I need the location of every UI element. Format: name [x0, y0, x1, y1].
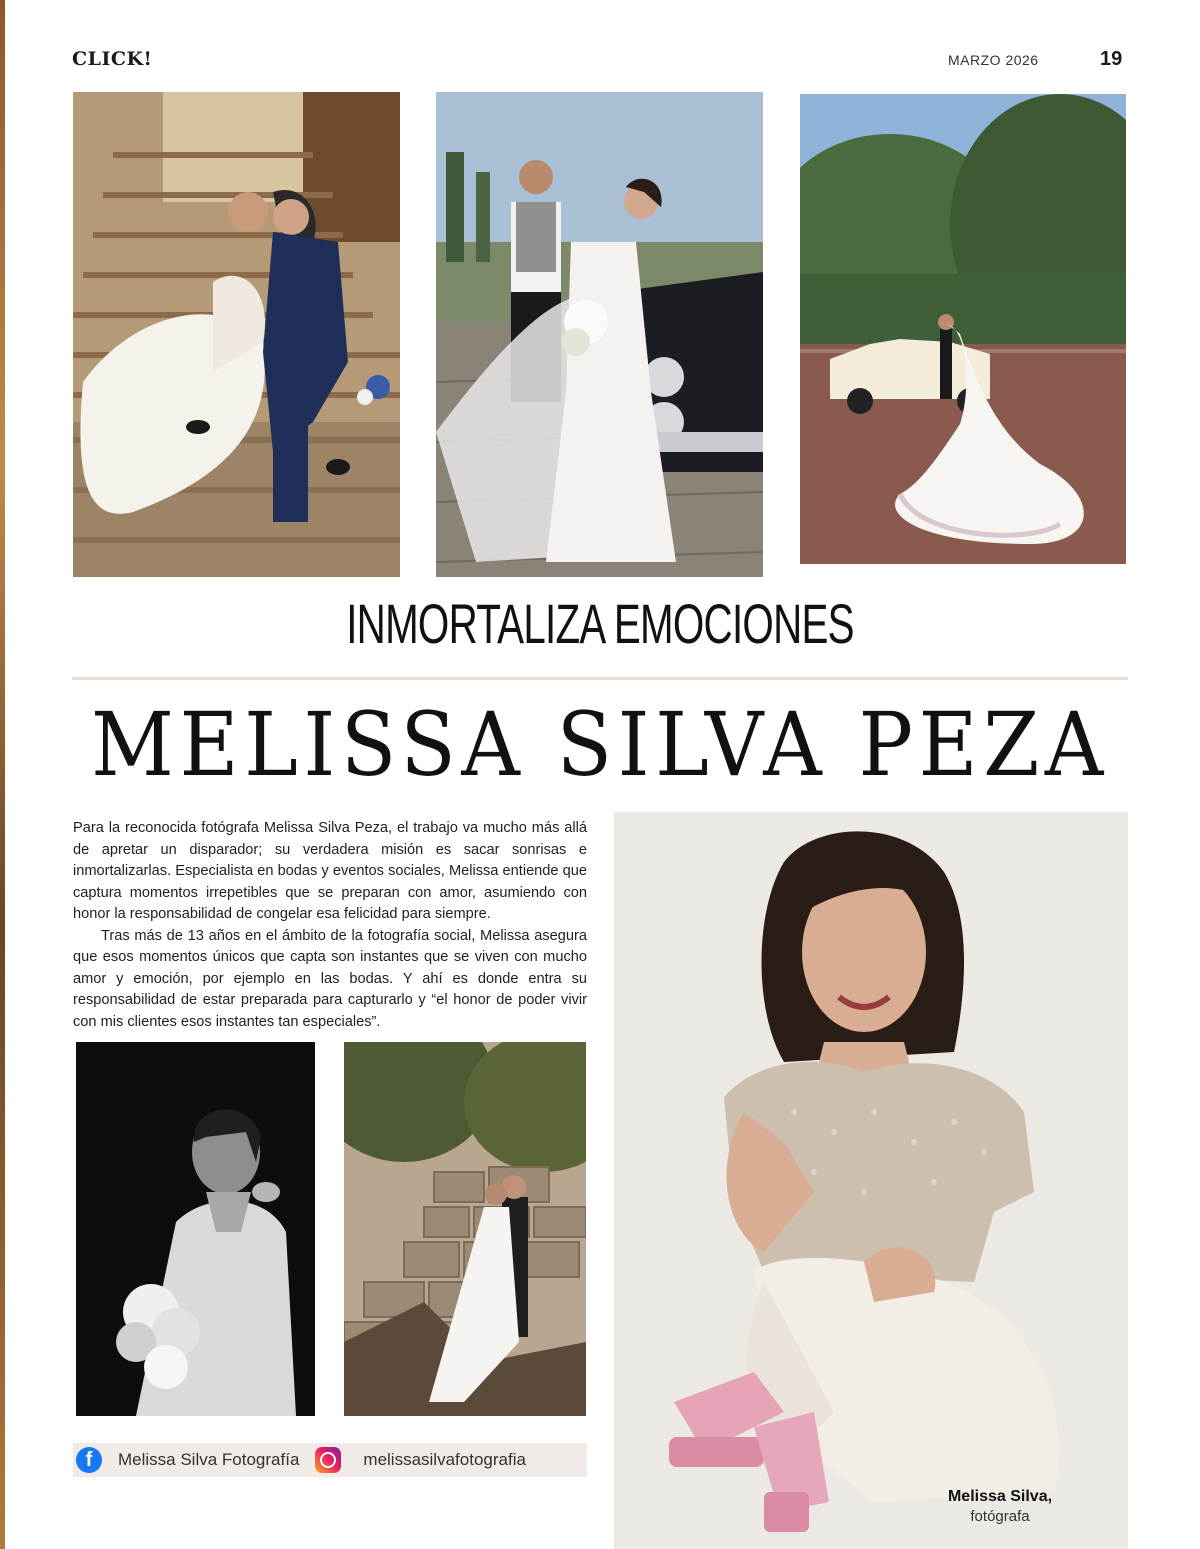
photo-couple-stone-wall [344, 1042, 586, 1416]
photo-bride-black-white [76, 1042, 315, 1416]
photo-portrait-melissa-silva [614, 812, 1128, 1549]
facebook-icon: f [76, 1447, 102, 1473]
article-paragraph: Tras más de 13 años en el ámbito de la fotografía social, Melissa asegura que esos momentos únicos que capta son instantes que se viven con mucho amor y emoción, por ejemplo en las bodas. Y ahí es donde entra su responsabilidad de estar preparada para capturarlo y “el honor de poder vivir con mis clientes esos instantes tan especiales”. [73, 927, 587, 1030]
instagram-link[interactable]: melissasilvafotografia [363, 1450, 526, 1469]
article-kicker: INMORTALIZA EMOCIONES [346, 592, 854, 655]
page-number: 19 [1100, 48, 1123, 70]
issue-date: MARZO 2026 [948, 52, 1039, 68]
caption-name: Melissa Silva, [947, 1488, 1053, 1505]
magazine-masthead: CLICK! [72, 48, 153, 70]
photo-couple-by-car [436, 92, 763, 577]
title-divider [72, 677, 1128, 680]
instagram-icon [315, 1447, 341, 1473]
caption-role: fotógrafa [970, 1508, 1030, 1525]
article-paragraph: Para la reconocida fotógrafa Melissa Silva Peza, el trabajo va mucho más allá de apretar un disparador; su verdadera misión es sacar sonrisas e inmortalizarlas. Especialista en bodas y eventos sociales, Melissa entiende que captura momentos irrepetibles que se preparan con amor, asumiendo con honor la responsabilidad de congelar esa felicidad para siempre. [73, 820, 587, 922]
facebook-link[interactable]: Melissa Silva Fotografía [118, 1450, 300, 1469]
article-title: MELISSA SILVA PEZA [91, 693, 1109, 796]
photo-bride-vintage-car [800, 94, 1126, 564]
photo-couple-on-stairs [73, 92, 400, 577]
page-edge [0, 0, 5, 1549]
article-body [73, 818, 587, 1033]
social-links-bar [73, 1443, 587, 1477]
portrait-caption [900, 1487, 1100, 1527]
